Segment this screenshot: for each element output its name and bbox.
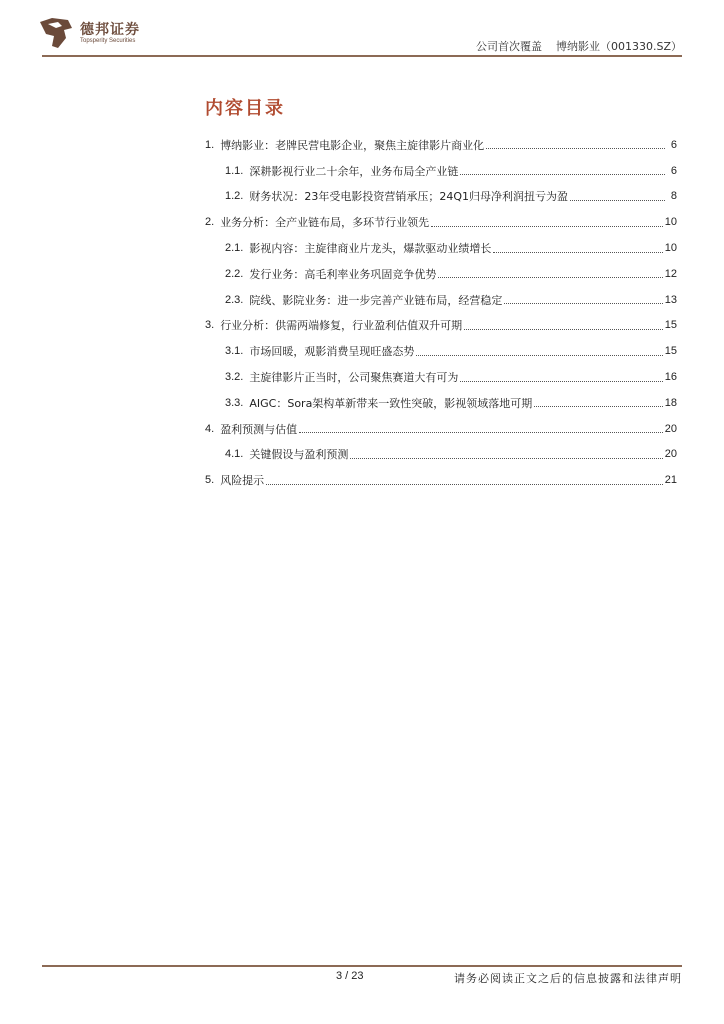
toc-leader-dots — [464, 329, 663, 330]
toc-entry-title: 院线、影院业务：进一步完善产业链布局，经营稳定 — [249, 293, 503, 307]
toc-entry-number: 1. — [205, 138, 215, 151]
toc-entry[interactable] — [205, 467, 677, 493]
toc-entry[interactable] — [205, 364, 677, 390]
toc-entry-page: 20 — [664, 422, 677, 435]
logo-text-en: Topsperity Securities — [80, 38, 136, 44]
logo-mark-icon — [38, 16, 74, 50]
toc-leader-dots — [460, 381, 662, 382]
toc-entry-number: 2.3. — [225, 293, 244, 306]
toc-entry-page: 13 — [664, 293, 677, 306]
toc-entry-title: AIGC：Sora架构革新带来一致性突破，影视领域落地可期 — [249, 396, 533, 410]
toc-entry-page: 6 — [670, 164, 677, 177]
toc-entry-page: 21 — [664, 474, 677, 487]
toc-entry-number: 2.1. — [225, 242, 244, 255]
toc-entry-page: 15 — [664, 345, 677, 358]
toc-entry-title: 市场回暖，观影消费呈现旺盛态势 — [249, 345, 415, 359]
toc-entry-number: 4. — [205, 422, 215, 435]
page-number: 3 / 23 — [336, 970, 364, 982]
toc-entry-title: 业务分析：全产业链布局，多环节行业领先 — [220, 216, 430, 230]
toc-leader-dots — [486, 148, 665, 149]
toc-entry-page: 16 — [664, 371, 677, 384]
toc-entry-title: 博纳影业：老牌民营电影企业，聚焦主旋律影片商业化 — [220, 138, 485, 152]
toc-leader-dots — [438, 277, 662, 278]
footer-divider — [42, 965, 682, 967]
report-type: 公司首次覆盖 — [475, 40, 542, 53]
toc-entry-page: 6 — [670, 138, 677, 151]
toc-entry-title: 盈利预测与估值 — [220, 422, 298, 436]
toc-entry-title: 影视内容：主旋律商业片龙头，爆款驱动业绩增长 — [249, 242, 492, 256]
toc-entry[interactable] — [205, 390, 677, 416]
toc-entry[interactable] — [205, 338, 677, 364]
header-meta — [476, 38, 682, 54]
toc-entry[interactable] — [205, 313, 677, 339]
toc-entry-title: 深耕影视行业二十余年，业务布局全产业链 — [249, 164, 459, 178]
toc-leader-dots — [460, 174, 665, 175]
table-of-contents — [205, 132, 677, 493]
toc-leader-dots — [493, 252, 662, 253]
toc-entry-page: 10 — [664, 242, 677, 255]
toc-entry-number: 3.3. — [225, 396, 244, 409]
toc-leader-dots — [570, 200, 665, 201]
toc-entry-number: 1.2. — [225, 190, 244, 203]
toc-entry-page: 18 — [664, 396, 677, 409]
footer-disclaimer: 请务必阅读正文之后的信息披露和法律声明 — [454, 972, 682, 985]
toc-leader-dots — [534, 406, 662, 407]
toc-entry-number: 2. — [205, 216, 215, 229]
toc-entry-title: 关键假设与盈利预测 — [249, 448, 349, 462]
toc-leader-dots — [416, 355, 662, 356]
toc-entry[interactable] — [205, 416, 677, 442]
toc-entry[interactable] — [205, 261, 677, 287]
toc-entry-number: 2.2. — [225, 267, 244, 280]
toc-entry[interactable] — [205, 442, 677, 468]
company-logo — [38, 16, 158, 50]
toc-leader-dots — [504, 303, 662, 304]
toc-entry-number: 5. — [205, 474, 215, 487]
toc-entry-page: 15 — [664, 319, 677, 332]
toc-entry-title: 财务状况：23年受电影投资营销承压；24Q1归母净利润扭亏为盈 — [249, 190, 569, 204]
toc-entry-page: 12 — [664, 267, 677, 280]
toc-entry-number: 3. — [205, 319, 215, 332]
toc-leader-dots — [266, 484, 663, 485]
toc-leader-dots — [299, 432, 663, 433]
toc-entry-title: 风险提示 — [220, 474, 265, 488]
toc-leader-dots — [350, 458, 662, 459]
toc-entry-page: 20 — [664, 448, 677, 461]
logo-text-cn: 德邦证券 — [80, 22, 140, 38]
toc-entry-number: 4.1. — [225, 448, 244, 461]
toc-title: 内容目录 — [205, 98, 285, 119]
toc-entry[interactable] — [205, 158, 677, 184]
toc-entry[interactable] — [205, 287, 677, 313]
toc-entry[interactable] — [205, 184, 677, 210]
toc-entry-title: 行业分析：供需两端修复，行业盈利估值双升可期 — [220, 319, 463, 333]
toc-entry-number: 3.2. — [225, 371, 244, 384]
header-divider — [42, 55, 682, 57]
toc-entry-number: 3.1. — [225, 345, 244, 358]
company-name: 博纳影业（001330.SZ） — [555, 40, 682, 53]
toc-entry[interactable] — [205, 209, 677, 235]
toc-entry-page: 8 — [670, 190, 677, 203]
toc-leader-dots — [431, 226, 663, 227]
toc-entry-title: 主旋律影片正当时，公司聚焦赛道大有可为 — [249, 371, 459, 385]
toc-entry[interactable] — [205, 235, 677, 261]
toc-entry[interactable] — [205, 132, 677, 158]
toc-entry-page: 10 — [664, 216, 677, 229]
toc-entry-number: 1.1. — [225, 164, 244, 177]
page-header — [0, 0, 724, 60]
toc-entry-title: 发行业务：高毛利率业务巩固竞争优势 — [249, 267, 437, 281]
